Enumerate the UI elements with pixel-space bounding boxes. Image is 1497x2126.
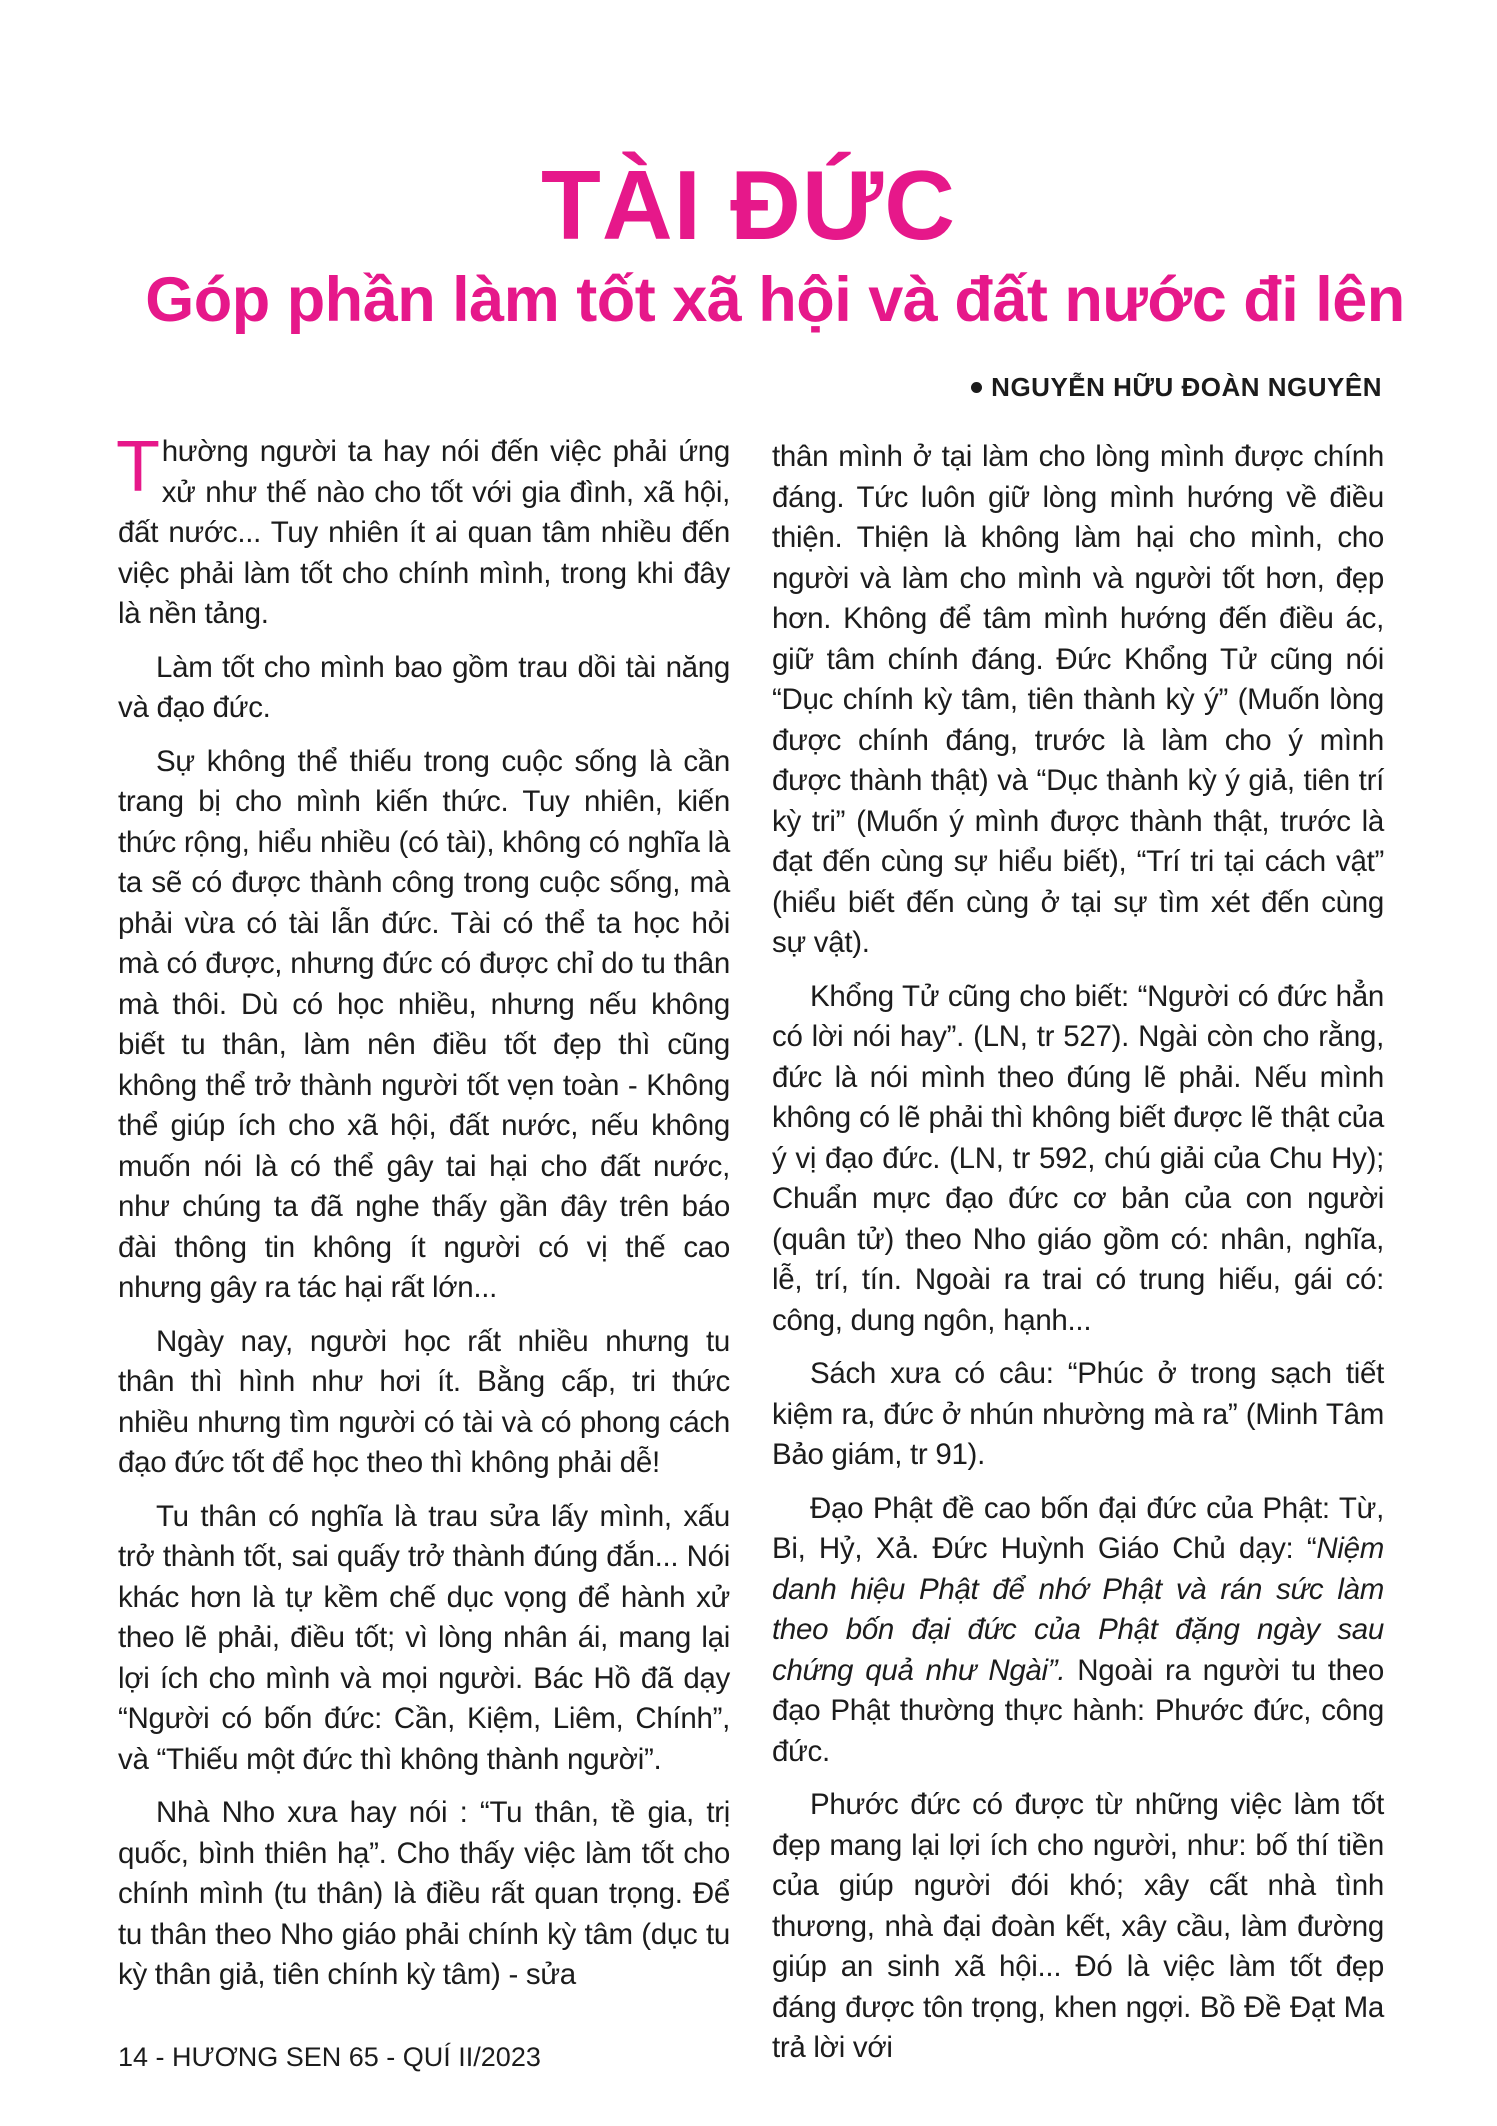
bullet-icon xyxy=(971,382,982,393)
paragraph: Làm tốt cho mình bao gồm trau dồi tài năng và đạo đức. xyxy=(118,650,730,724)
paragraph: thân mình ở tại làm cho lòng mình được chính đáng. Tức luôn giữ lòng mình hướng về điều thiện. Thiện là không làm hại cho mình, cho người và làm cho mình và người tốt hơn, đẹp hơn. Không để tâm mình hướng đến điều ác, giữ tâm chính đáng. Đức Khổng Tử cũng nói “Dục chính kỳ tâm, tiên thành kỳ ý” (Muốn lòng được chính đáng, trước là làm cho ý mình được thành thật) và “Dục thành kỳ ý giả, tiên trí kỳ tri” (Muốn ý mình được thành thật, trước là đạt đến cùng sự hiểu biết), “Trí tri tại cách vật” (hiểu biết đến cùng ở tại sự tìm xét đến cùng sự vật). xyxy=(772,440,1384,959)
italic-quote: Niệm danh hiệu Phật để nhớ Phật và rán sức làm theo bốn đại đức của Phật đặng ngày sau chứng quả như Ngài”. xyxy=(772,1532,1384,1687)
paragraph: Tu thân có nghĩa là trau sửa lấy mình, xấu trở thành tốt, sai quấy trở thành đúng đắn... Nói khác hơn là tự kềm chế dục vọng để hành xử theo lẽ phải, điều tốt; vì lòng nhân ái, mang lại lợi ích cho mình và mọi người. Bác Hồ đã dạy “Người có bốn đức: Cần, Kiệm, Liêm, Chính”, và “Thiếu một đức thì không thành người”. xyxy=(118,1499,730,1776)
paragraph: Phước đức có được từ những việc làm tốt đẹp mang lại lợi ích cho người, như: bố thí tiền của giúp người đói khó; xây cất nhà tình thương, nhà đại đoàn kết, xây cầu, làm đường giúp an sinh xã hội... Đó là việc làm tốt đẹp đáng được tôn trọng, khen ngợi. Bồ Đề Đạt Ma trả lời với xyxy=(772,1788,1384,2064)
paragraph: Ngày nay, người học rất nhiều nhưng tu thân thì hình như hơi ít. Bằng cấp, tri thức nhiều nhưng tìm người có tài và có phong cách đạo đức tốt để học theo thì không phải dễ! xyxy=(118,1324,730,1479)
paragraph: Khổng Tử cũng cho biết: “Người có đức hẳn có lời nói hay”. (LN, tr 527). Ngài còn cho rằng, đức là nói mình theo đúng lẽ phải. Nếu mình không có lẽ phải thì không biết được lẽ thật của ý vị đạo đức. (LN, tr 592, chú giải của Chu Hy); Chuẩn mực đạo đức cơ bản của con người (quân tử) theo Nho giáo gồm có: nhân, nghĩa, lễ, trí, tín. Ngoài ra trai có trung hiếu, gái có: công, dung ngôn, hạnh... xyxy=(772,979,1384,1337)
paragraph: Đạo Phật đề cao bốn đại đức của Phật: Từ, Bi, Hỷ, Xả. Đức Huỳnh Giáo Chủ dạy: “Niệm danh hiệu Phật để nhớ Phật và rán sức làm theo bốn đại đức của Phật đặng ngày sau chứng quả như Ngài”. Ngoài ra người tu theo đạo Phật thường thực hành: Phước đức, công đức. xyxy=(772,1491,1384,1768)
right-column xyxy=(772,437,1384,2082)
drop-cap: T xyxy=(116,427,160,507)
article-subtitle: Góp phần làm tốt xã hội và đất nước đi lên xyxy=(145,265,1405,335)
paragraph: Sự không thể thiếu trong cuộc sống là cần trang bị cho mình kiến thức. Tuy nhiên, kiến thức rộng, hiểu nhiều (có tài), không có nghĩa là ta sẽ có được thành công trong cuộc sống, mà phải vừa có tài lẫn đức. Tài có thể ta học hỏi mà có được, nhưng đức có được chỉ do tu thân mà thôi. Dù có học nhiều, nhưng nếu không biết tu thân, làm nên điều tốt đẹp thì cũng không thể trở thành người tốt vẹn toàn - Không thể giúp ích cho xã hội, đất nước, nếu không muốn nói là có thể gây tai hại cho đất nước, như chúng ta đã nghe thấy gần đây trên báo đài thông tin không ít người có vị thế cao nhưng gây ra tác hại rất lớn... xyxy=(118,744,730,1304)
author-byline xyxy=(971,370,1382,404)
paragraph: Sách xưa có câu: “Phúc ở trong sạch tiết kiệm ra, đức ở nhún nhường mà ra” (Minh Tâm Bảo giám, tr 91). xyxy=(772,1357,1384,1471)
page-footer: 14 - HƯƠNG SEN 65 - QUÍ II/2023 xyxy=(118,2042,541,2072)
paragraph: Thường người ta hay nói đến việc phải ứng xử như thế nào cho tốt với gia đình, xã hội, đất nước... Tuy nhiên ít ai quan tâm nhiều đến việc phải làm tốt cho chính mình, trong khi đây là nền tảng. xyxy=(116,427,730,630)
paragraph: Nhà Nho xưa hay nói : “Tu thân, tề gia, trị quốc, bình thiên hạ”. Cho thấy việc làm tốt cho chính mình (tu thân) là điều rất quan trọng. Để tu thân theo Nho giáo phải chính kỳ tâm (dục tu kỳ thân giả, tiên chính kỳ tâm) - sửa xyxy=(118,1796,730,1991)
left-column xyxy=(116,427,730,2009)
author-name: NGUYỄN HỮU ĐOÀN NGUYÊN xyxy=(991,372,1382,402)
article-title: TÀI ĐỨC xyxy=(541,150,956,260)
